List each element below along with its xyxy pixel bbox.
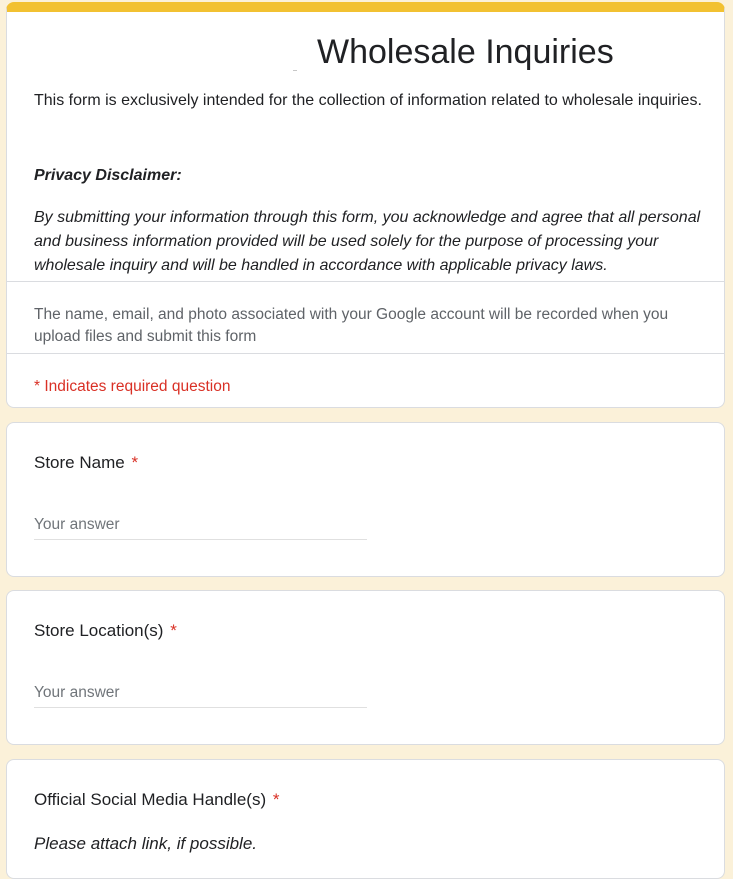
question-label	[34, 788, 279, 812]
header-divider	[7, 353, 724, 354]
privacy-heading: Privacy Disclaimer:	[34, 167, 182, 184]
question-card-social-media	[6, 759, 725, 879]
privacy-disclaimer-text: By submitting your information through this form, you acknowledge and agree that all personal and business information provided will be used solely for the purpose of processing your wholesale inquiry and will be handled in accordance with applicable privacy laws.	[34, 209, 701, 274]
header-divider	[7, 281, 724, 282]
question-title: Official Social Media Handle(s)	[34, 790, 267, 809]
account-recording-note: The name, email, and photo associated with your Google account will be recorded when you upload files and submit this form	[34, 306, 669, 345]
required-asterisk: *	[131, 453, 139, 472]
question-card-store-location	[6, 590, 725, 745]
store-name-input[interactable]	[34, 511, 367, 540]
header-image-mark	[293, 70, 297, 71]
question-help-text: Please attach link, if possible.	[34, 834, 258, 853]
question-label	[34, 619, 177, 643]
required-asterisk: *	[170, 621, 177, 640]
question-card-store-name	[6, 422, 725, 577]
required-question-note: * Indicates required question	[34, 378, 231, 395]
form-title: Wholesale Inquiries	[317, 33, 614, 71]
form-description: This form is exclusively intended for the collection of information related to wholesale inquiries.	[34, 92, 702, 109]
store-location-input[interactable]	[34, 679, 367, 708]
question-title: Store Name	[34, 453, 125, 472]
form-header-card	[6, 2, 725, 408]
question-title: Store Location(s)	[34, 621, 164, 640]
question-label	[34, 451, 138, 475]
required-asterisk: *	[272, 790, 280, 809]
